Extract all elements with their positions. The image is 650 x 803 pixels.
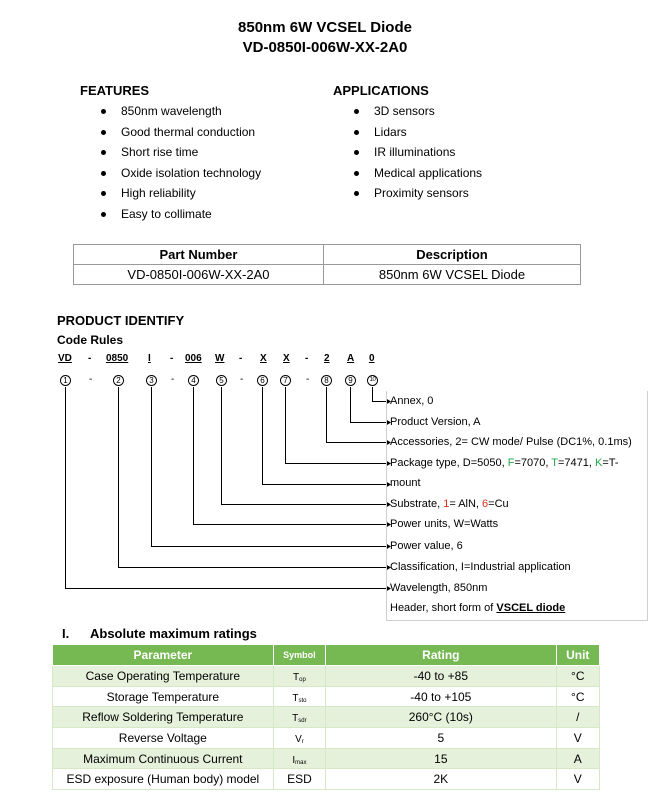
rating-cell: -40 to +85 (326, 666, 556, 687)
unit-cell: A (556, 748, 599, 769)
circled-number-4: 4 (188, 375, 199, 386)
rating-cell: 15 (326, 748, 556, 769)
feature-item: Short rise time (101, 142, 261, 163)
table-row (53, 707, 600, 728)
part-number-cell: VD-0850I-006W-XX-2A0 (74, 265, 324, 285)
document-part-number: VD-0850I-006W-XX-2A0 (242, 39, 408, 56)
rating-cell: -40 to +105 (326, 686, 556, 707)
column-header-symbol: Symbol (273, 645, 325, 666)
unit-cell: °C (556, 666, 599, 687)
section-number: I. (62, 626, 70, 641)
rating-cell: 260°C (10s) (326, 707, 556, 728)
code-rules-heading: Code Rules (57, 333, 124, 347)
description-cell: 850nm 6W VCSEL Diode (323, 265, 580, 285)
code-segment: VD (58, 353, 72, 364)
symbol-cell: Tsto (273, 686, 325, 707)
applications-heading: APPLICATIONS (333, 83, 429, 98)
symbol-cell: Top (273, 666, 325, 687)
column-header-description: Description (323, 245, 580, 265)
code-dash: - (170, 353, 174, 364)
column-header-unit: Unit (556, 645, 599, 666)
absolute-max-ratings-table (52, 644, 600, 790)
circled-number-7: 7 (280, 375, 291, 386)
code-description-7-continued: mount (390, 477, 421, 489)
code-description-9: Product Version, A (390, 416, 481, 428)
parameter-cell: Reverse Voltage (53, 728, 274, 749)
unit-cell: V (556, 728, 599, 749)
table-row (53, 769, 600, 790)
unit-cell: °C (556, 686, 599, 707)
circled-number-2: 2 (113, 375, 124, 386)
application-item: Medical applications (354, 163, 482, 184)
symbol-cell: Imax (273, 748, 325, 769)
rating-cell: 5 (326, 728, 556, 749)
application-item: Lidars (354, 122, 482, 143)
table-row (53, 666, 600, 687)
code-segment: A (347, 353, 355, 364)
table-row (53, 686, 600, 707)
circled-number-8: 8 (321, 375, 332, 386)
code-segment: X (283, 353, 290, 364)
symbol-cell: Vr (273, 728, 325, 749)
column-header-part-number: Part Number (74, 245, 324, 265)
absolute-max-heading (62, 626, 257, 641)
code-segment: X (260, 353, 267, 364)
code-dash: - (88, 353, 92, 364)
feature-item: Easy to collimate (101, 204, 261, 225)
code-description-5: Power units, W=Watts (390, 518, 499, 530)
code-description-6: Substrate, 1= AlN, 6=Cu (390, 498, 509, 510)
symbol-cell: Tsdr (273, 707, 325, 728)
code-segment: W (215, 353, 225, 364)
code-segment: 0850 (106, 353, 129, 364)
circled-number-6: 6 (257, 375, 268, 386)
symbol-cell: ESD (273, 769, 325, 790)
column-header-parameter: Parameter (53, 645, 274, 666)
code-description-8: Accessories, 2= CW mode/ Pulse (DC1%, 0.1ms) (390, 436, 632, 448)
table-row (53, 748, 600, 769)
circled-number-10: 10 (367, 375, 378, 386)
code-description-7: Package type, D=5050, F=7070, T=7471, K=T- (390, 457, 619, 469)
code-description-10: Annex, 0 (390, 395, 434, 407)
code-segment: 006 (185, 353, 202, 364)
code-dash: - (239, 353, 243, 364)
feature-item: 850nm wavelength (101, 101, 261, 122)
column-header-rating: Rating (326, 645, 556, 666)
code-description-4: Power value, 6 (390, 540, 463, 552)
parameter-cell: Reflow Soldering Temperature (53, 707, 274, 728)
parameter-cell: Storage Temperature (53, 686, 274, 707)
code-dash: - (305, 353, 309, 364)
code-segment: I (148, 353, 151, 364)
application-item: IR illuminations (354, 142, 482, 163)
code-segment: 0 (369, 353, 375, 364)
feature-item: High reliability (101, 183, 261, 204)
unit-cell: / (556, 707, 599, 728)
parameter-cell: ESD exposure (Human body) model (53, 769, 274, 790)
section-title: Absolute maximum ratings (90, 626, 257, 641)
circled-number-3: 3 (146, 375, 157, 386)
circled-number-9: 9 (345, 375, 356, 386)
parameter-cell: Case Operating Temperature (53, 666, 274, 687)
document-title: 850nm 6W VCSEL Diode (238, 19, 412, 36)
code-dash: - (240, 374, 244, 385)
code-description-1: Header, short form of VSCEL diode (390, 602, 566, 614)
code-description-3: Classification, I=Industrial application (390, 561, 571, 573)
feature-item: Oxide isolation technology (101, 163, 261, 184)
rating-cell: 2K (326, 769, 556, 790)
circled-number-1: 1 (60, 375, 71, 386)
table-row (53, 728, 600, 749)
code-description-2: Wavelength, 850nm (390, 582, 488, 594)
circled-number-5: 5 (216, 375, 227, 386)
code-dash: - (306, 374, 310, 385)
code-segment: 2 (324, 353, 330, 364)
application-item: 3D sensors (354, 101, 482, 122)
feature-item: Good thermal conduction (101, 122, 261, 143)
parameter-cell: Maximum Continuous Current (53, 748, 274, 769)
application-item: Proximity sensors (354, 183, 482, 204)
code-dash: - (89, 374, 93, 385)
features-heading: FEATURES (80, 83, 150, 98)
unit-cell: V (556, 769, 599, 790)
product-identify-heading: PRODUCT IDENTIFY (57, 313, 185, 328)
code-dash: - (171, 374, 175, 385)
